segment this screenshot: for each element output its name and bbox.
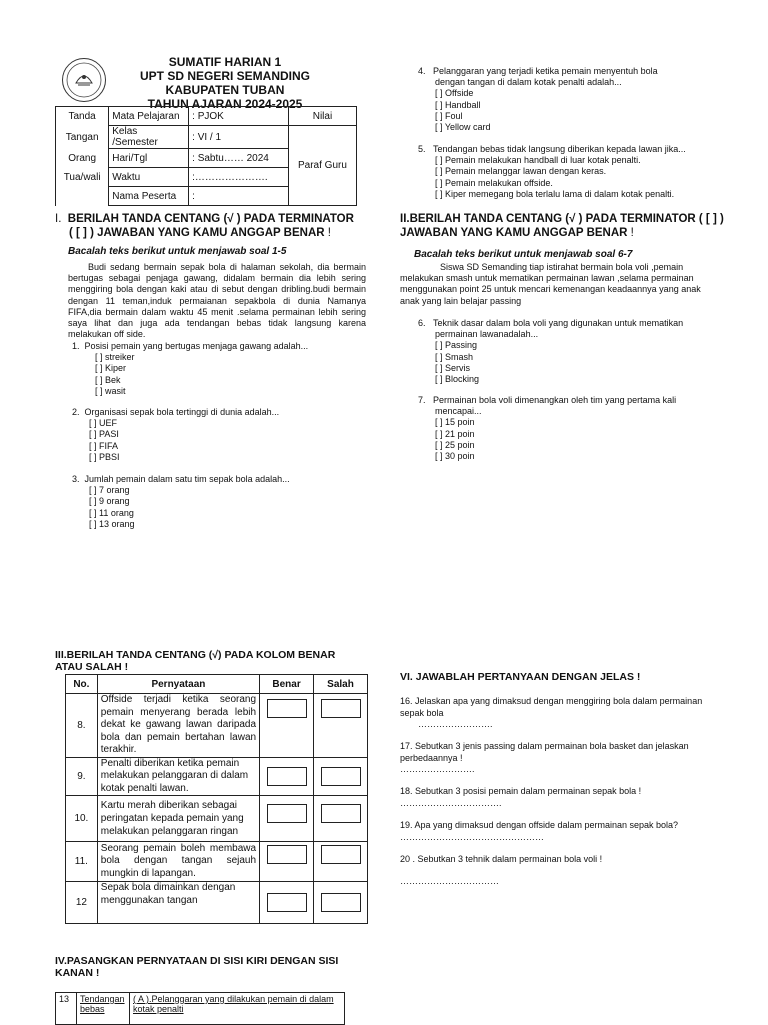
table-row: 11. Seorang pemain boleh membawa bola dengan tangan sejauh mungkin di lapangan.: [66, 842, 368, 882]
salah-checkbox[interactable]: [321, 893, 361, 912]
identity-label: Waktu: [109, 168, 189, 187]
option[interactable]: [ ] Offside: [435, 88, 474, 99]
col-header: Salah: [314, 675, 368, 694]
question-5: 5. Tendangan bebas tidak langsung diberikan kepada lawan jika... [ ] Pemain melakukan handball di luar kotak penalti. [ ] Pemain melanggar lawan dengan keras. [ ] Pemain melakukan offside. [ ] Kiper memegang bola terlalu lama di dalam kotak penalti.: [418, 144, 738, 200]
table-row: 9. Penalti diberikan ketika pemain melakukan pelanggaran di dalam kotak penalti lawan.: [66, 757, 368, 796]
option[interactable]: [ ] 25 poin: [435, 439, 475, 450]
table-row: 13 Tendangan bebas ( A ).Pelanggaran yang dilakukan pemain di dalam kotak penalti: [56, 993, 345, 1025]
identity-label: Hari/Tgl: [109, 149, 189, 168]
identity-value: :: [189, 187, 289, 206]
answer-blank[interactable]: …………………………….: [400, 797, 502, 808]
section4-title: IV.PASANGKAN PERNYATAAN DI SISI KIRI DENGAN SISI KANAN !: [55, 955, 339, 979]
option[interactable]: [ ] PASI: [89, 429, 119, 440]
question-6: 6. Teknik dasar dalam bola voli yang digunakan untuk mematikan permainan lawanadalah... [ ] Passing [ ] Smash [ ] Servis [ ] Blocking: [418, 318, 718, 385]
sign-label: Orang: [56, 149, 109, 168]
header-year: TAHUN AJARAN 2024-2025: [147, 97, 303, 111]
option[interactable]: [ ] Pemain melakukan offside.: [435, 177, 553, 188]
question-7: 7. Permainan bola voli dimenangkan oleh tim yang pertama kali mencapai... [ ] 15 poin [ ] 21 poin [ ] 25 poin [ ] 30 poin: [418, 395, 718, 462]
option[interactable]: [ ] Smash: [435, 351, 474, 362]
question-4: 4. Pelanggaran yang terjadi ketika pemain menyentuh bola dengan tangan di dalam kotak penalti adalah... [ ] Offside [ ] Handball [ ] Foul [ ] Yellow card: [418, 66, 718, 133]
col-header: Pernyataan: [97, 675, 259, 694]
option[interactable]: [ ] Foul: [435, 110, 463, 121]
answer-blank[interactable]: …………………….: [400, 764, 475, 774]
matching-left: Tendangan bebas: [77, 993, 130, 1025]
benar-checkbox[interactable]: [267, 767, 307, 786]
col-header: Benar: [260, 675, 314, 694]
true-false-table: [65, 674, 368, 924]
benar-checkbox[interactable]: [267, 893, 307, 912]
section1-number: I.: [55, 213, 62, 225]
option[interactable]: [ ] PBSI: [89, 451, 120, 462]
option[interactable]: [ ] 9 orang: [89, 496, 130, 507]
option[interactable]: [ ] Pemain melakukan handball di luar kotak penalti.: [435, 155, 641, 166]
answer-blank[interactable]: ……………………………: [400, 875, 499, 886]
option[interactable]: [ ] 15 poin: [435, 417, 475, 428]
section2-title: II.BERILAH TANDA CENTANG (√ ) PADA TERMINATOR ( [ ] ) JAWABAN YANG KAMU ANGGAP BENAR !: [400, 213, 724, 239]
question-1: 1. Posisi pemain yang bertugas menjaga gawang adalah... [ ] streiker [ ] Kiper [ ] Bek [ ] wasit: [72, 341, 362, 397]
section2-reading: Siswa SD Semanding tiap istirahat bermain bola voli ,pemain melakukan smash untuk mematikan permainan lawan ,selama permainan menggunakan point 25 untuk mencari kemenangan keadaannya yang anak anak yang lain belajar passing: [400, 262, 701, 306]
matching-right: ( A ).Pelanggaran yang dilakukan pemain di dalam kotak penalti: [130, 993, 345, 1025]
nilai-label: Nilai: [288, 107, 356, 126]
option[interactable]: [ ] Pemain melanggar lawan dengan keras.: [435, 166, 607, 177]
identity-label: Mata Pelajaran: [109, 107, 189, 126]
header-regency: KABUPATEN TUBAN: [165, 83, 285, 97]
option[interactable]: [ ] Kiper: [95, 363, 127, 374]
section1-reading-title: Bacalah teks berikut untuk menjawab soal 1-5: [68, 246, 287, 257]
table-row: 12 Sepak bola dimainkan dengan menggunakan tangan: [66, 882, 368, 924]
table-row: 10. Kartu merah diberikan sebagai peringatan kepada pemain yang melakukan pelanggaran ringan: [66, 796, 368, 842]
identity-label: Kelas /Semester: [109, 126, 189, 149]
section3-title: III.BERILAH TANDA CENTANG (√) PADA KOLOM BENAR ATAU SALAH !: [55, 649, 336, 673]
option[interactable]: [ ] 11 orang: [89, 507, 134, 518]
option[interactable]: [ ] Blocking: [435, 374, 480, 385]
matching-table: [55, 992, 345, 1025]
header-title: SUMATIF HARIAN 1: [168, 55, 282, 69]
option[interactable]: [ ] Yellow card: [435, 122, 491, 133]
identity-value: : Sabtu…… 2024: [189, 149, 289, 168]
option[interactable]: [ ] Handball: [435, 99, 481, 110]
school-logo: [62, 58, 106, 102]
sign-label: Tanda: [56, 107, 109, 126]
benar-checkbox[interactable]: [267, 804, 307, 823]
option[interactable]: [ ] UEF: [89, 418, 118, 429]
benar-checkbox[interactable]: [267, 845, 307, 864]
option[interactable]: [ ] 13 orang: [89, 518, 135, 529]
section1-title: I. BERILAH TANDA CENTANG (√ ) PADA TERMINATOR ( [ ] ) JAWABAN YANG KAMU ANGGAP BENAR !: [55, 213, 354, 239]
question-3: 3. Jumlah pemain dalam satu tim sepak bola adalah... [ ] 7 orang [ ] 9 orang [ ] 11 orang [ ] 13 orang: [72, 474, 362, 530]
question-17: 17. Sebutkan 3 jenis passing dalam permainan bola basket dan jelaskan perbedaannya ! …………………….: [400, 741, 720, 776]
answer-blank[interactable]: …………………….: [418, 719, 493, 729]
doc-header: [110, 55, 340, 111]
option[interactable]: [ ] FIFA: [89, 440, 119, 451]
salah-checkbox[interactable]: [321, 804, 361, 823]
salah-checkbox[interactable]: [321, 845, 361, 864]
option[interactable]: [ ] Kiper memegang bola terlalu lama di dalam kotak penalti.: [435, 188, 675, 199]
table-row: 8. Offside terjadi ketika seorang pemain menyerang berada lebih dekat ke gawang lawan daripada bola dan pemain bertahan lawan terakhir.: [66, 694, 368, 758]
question-19: 19. Apa yang dimaksud dengan offside dalam permainan sepak bola? …………………………………………: [400, 820, 720, 843]
sign-label: Tangan: [56, 126, 109, 149]
sign-label: Tua/wali: [56, 168, 109, 187]
identity-value: : VI / 1: [189, 126, 289, 149]
section1-reading: Budi sedang bermain sepak bola di halaman sekolah, dia bermain bertugas sebagai penjaga gawang, didalam bermain dia lebih sering menggiring bola dengan kaki atau di sebut dengan dribling.budi bermain dengan 11 teman,induk permaianan sepakbola di dunia Namanya FIFA,dia bermain dalam waktu 45 menit .selama permainan lebih sering saya lihat dan juga ada tendangan bebas tidak langsung karena melakukan off side.: [68, 262, 366, 340]
col-header: No.: [66, 675, 98, 694]
option[interactable]: [ ] streiker: [95, 352, 135, 363]
benar-checkbox[interactable]: [267, 699, 307, 718]
option[interactable]: [ ] Bek: [95, 374, 121, 385]
question-20: 20 . Sebutkan 3 tehnik dalam permainan bola voli ! ……………………………: [400, 854, 720, 887]
identity-value: :………………….: [189, 168, 289, 187]
identity-table: [55, 106, 357, 206]
paraf-label: Paraf Guru: [288, 126, 356, 206]
salah-checkbox[interactable]: [321, 767, 361, 786]
answer-blank[interactable]: …………………………………………: [400, 831, 544, 842]
identity-value: : PJOK: [189, 107, 289, 126]
section2-reading-title: Bacalah teks berikut untuk menjawab soal 6-7: [414, 249, 633, 260]
question-18: 18. Sebutkan 3 posisi pemain dalam permainan sepak bola ! …………………………….: [400, 786, 720, 809]
option[interactable]: [ ] 7 orang: [89, 485, 130, 496]
salah-checkbox[interactable]: [321, 699, 361, 718]
section6-title: VI. JAWABLAH PERTANYAAN DENGAN JELAS !: [400, 671, 641, 683]
identity-label: Nama Peserta: [109, 187, 189, 206]
option[interactable]: [ ] Passing: [435, 340, 478, 351]
question-2: 2. Organisasi sepak bola tertinggi di dunia adalah... [ ] UEF [ ] PASI [ ] FIFA [ ] PBSI: [72, 407, 362, 463]
option[interactable]: [ ] 30 poin: [435, 451, 475, 462]
option[interactable]: [ ] 21 poin: [435, 428, 475, 439]
header-school: UPT SD NEGERI SEMANDING: [139, 69, 310, 83]
question-16: 16. Jelaskan apa yang dimaksud dengan menggiring bola dalam permainan sepak bola …………………….: [400, 696, 720, 731]
option[interactable]: [ ] wasit: [95, 385, 126, 396]
option[interactable]: [ ] Servis: [435, 362, 471, 373]
